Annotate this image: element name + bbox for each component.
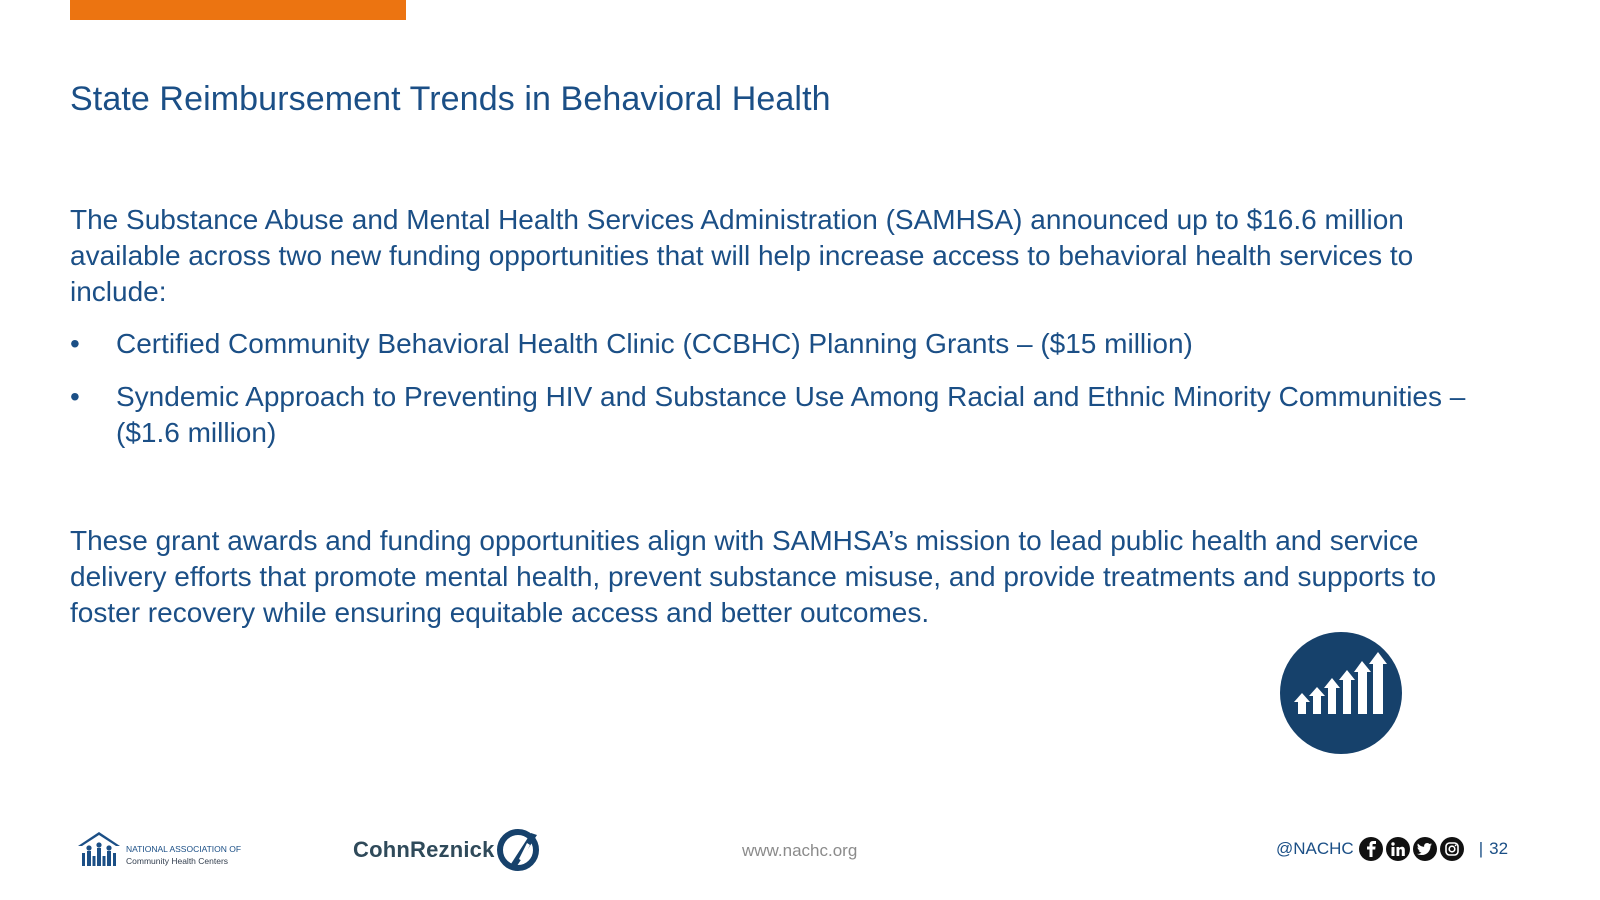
nachc-house-icon <box>76 830 122 870</box>
nachc-logo-line1: NATIONAL ASSOCIATION OF <box>126 844 242 854</box>
bullet-item <box>70 326 1490 362</box>
nachc-logo[interactable] <box>76 830 256 874</box>
rising-arrows-icon <box>1280 632 1402 754</box>
cohnreznick-logo[interactable] <box>353 828 539 872</box>
cohnreznick-name: CohnReznick <box>353 837 495 862</box>
bullet-dot: • <box>70 328 80 359</box>
twitter-icon[interactable] <box>1413 837 1437 861</box>
slide-title: State Reimbursement Trends in Behavioral Health <box>70 80 831 118</box>
intro-paragraph: The Substance Abuse and Mental Health Services Administration (SAMHSA) announced up to $16.6 million available across two new funding opportunities that will help increase access to behavioral health services to include: <box>70 204 1414 307</box>
nachc-logo-line2: Community Health Centers <box>126 856 229 866</box>
bullet-text: Certified Community Behavioral Health Clinic (CCBHC) Planning Grants – ($15 million) <box>116 328 1193 359</box>
social-bar <box>1276 837 1508 861</box>
facebook-icon[interactable] <box>1359 837 1383 861</box>
cohnreznick-mark-icon <box>497 829 539 871</box>
bullet-text: Syndemic Approach to Preventing HIV and Substance Use Among Racial and Ethnic Minority Communities – ($1.6 million) <box>116 381 1466 448</box>
page-number: 32 <box>1489 839 1509 858</box>
linkedin-icon[interactable] <box>1386 837 1410 861</box>
bullet-dot: • <box>70 381 80 412</box>
nachc-logo-text <box>126 843 241 867</box>
instagram-icon[interactable] <box>1440 837 1464 861</box>
closing-paragraph: These grant awards and funding opportunities align with SAMHSA’s mission to lead public health and service delivery efforts that promote mental health, prevent substance misuse, and provide treatments and supports to foster recovery while ensuring equitable access and better outcomes. <box>70 525 1437 628</box>
footer <box>0 820 1600 890</box>
twitter-handle[interactable]: @NACHC <box>1276 839 1354 858</box>
accent-bar <box>70 0 406 20</box>
website-link[interactable]: www.nachc.org <box>742 841 858 860</box>
bullet-item <box>70 379 1490 451</box>
footer-divider: | <box>1478 839 1484 858</box>
bullet-list <box>70 326 1490 468</box>
